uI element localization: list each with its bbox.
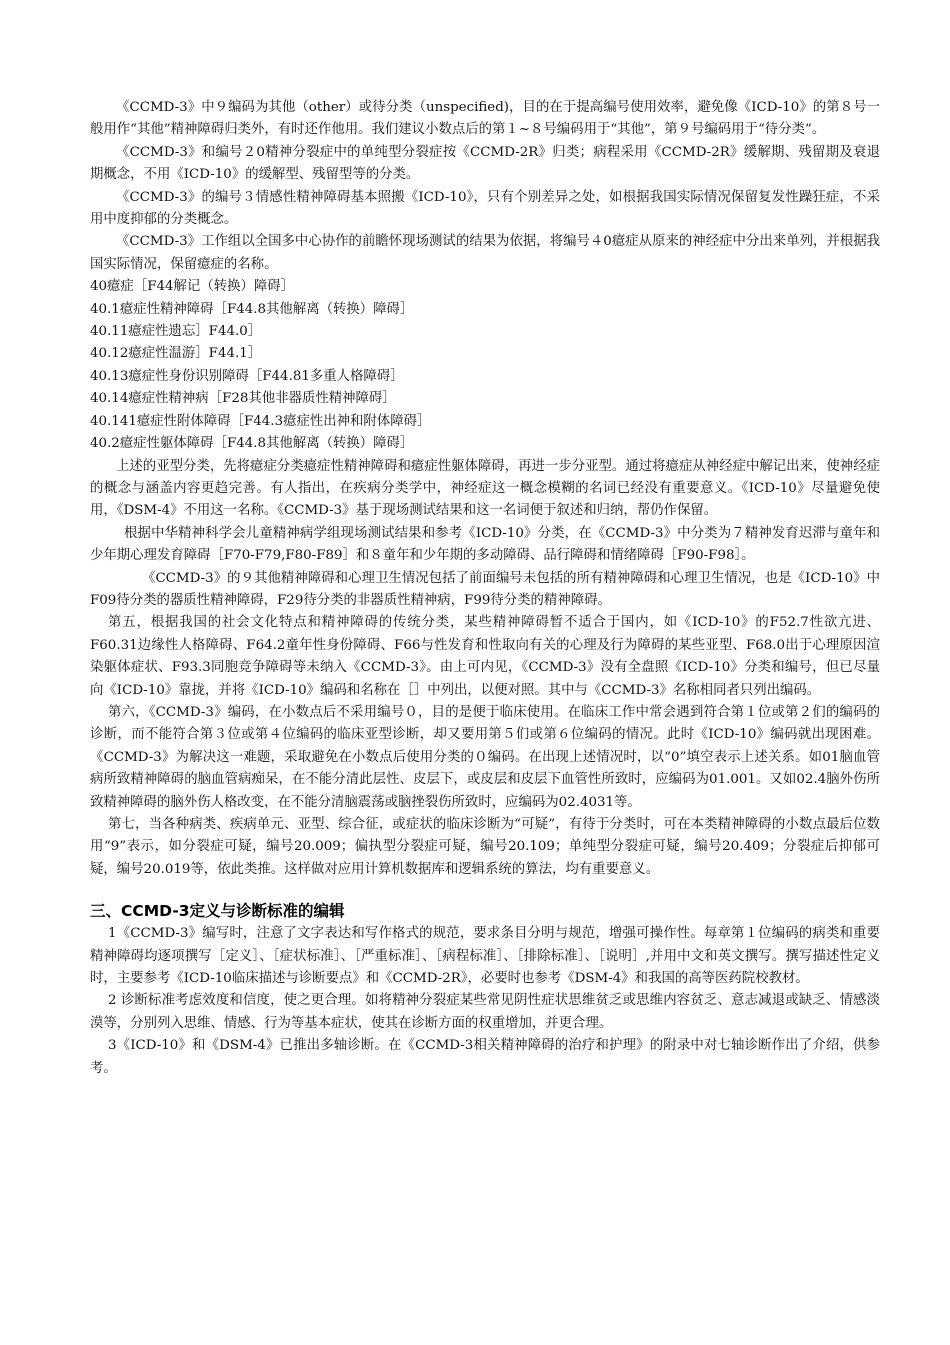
- list-item: 40癔症［F44解记（转换）障碍］: [90, 279, 295, 295]
- paragraph-hysteria-separation: 《CCMD-3》工作组以全国多中心协作的前瞻怀现场测试的结果为依据，将编号４0癔症从原来的神经症中分出来单列，并根据我国实际情况，保留癔症的名称。: [90, 234, 880, 272]
- list-item: 40.11癔症性遗忘］F44.0］: [90, 324, 262, 340]
- paragraph-other-disorders: 《CCMD-3》的９其他精神障碍和心理卫生情况包括了前面编号未包括的所有精神障碍和心理卫生情况，也是《ICD-10》中F09待分类的器质性精神障碍，F29待分类的非器质性精神病，F99待分类的精神障碍。: [90, 570, 880, 608]
- paragraph-schizophrenia-classification: 《CCMD-3》和编号２0精神分裂症中的单纯型分裂症按《CCMD-2R》归类；病程采用《CCMD-2R》缓解期、残留期及衰退期概念，不用《ICD-10》的缓解型、残留型等的分类。: [90, 144, 880, 183]
- list-item: 40.141癔症性附体障碍［F44.3癔症性出神和附体障碍］: [90, 413, 431, 429]
- paragraph-section3-1: 1《CCMD-3》编写时，注意了文字表达和写作格式的规范，要求条目分明与规范，增强可操作性。每章第１位编码的病类和重要精神障碍均逐项撰写［定义］、［症状标准］、［严重标准］、［病程标准］、［排除标准］、［说明］,并用中文和英文撰写。撰写描述性定义时，主要参考《ICD-10临床描述与诊断要点》和《CCMD-2R》，必要时也参考《DSM-4》和我国的高等医药院校教材。: [90, 926, 880, 987]
- paragraph-subtype-classification: 上述的亚型分类，先将癔症分类癔症性精神障碍和癔症性躯体障碍，再进一步分亚型。通过将癔症从神经症中解记出来，使神经症的概念与涵盖内容更趋完善。有人指出，在疾病分类学中，神经症这一概念模糊的名词已经没有重要意义。《ICD-10》尽量避免使用，《DSM-4》不用这一名称。《CCMD-3》基于现场测试结果和这一名词便于叙述和归纳，帮仍作保留。: [90, 458, 880, 519]
- paragraph-affective-disorders: 《CCMD-3》的编号３情感性精神障碍基本照搬《ICD-10》，只有个别差异之处，如根据我国实际情况保留复发性躁狂症，不采用中度抑郁的分类概念。: [90, 189, 880, 228]
- list-item: 40.14癔症性精神病［F28其他非器质性精神障碍］: [90, 391, 396, 407]
- section-heading: 三、CCMD-3定义与诊断标准的编辑: [90, 902, 345, 921]
- paragraph-coding-other: 《CCMD-3》中９编码为其他（other）或待分类（unspecified)，目的在于提高编号使用效率，避免像《ICD-10》的第８号一般用作“其他”精神障碍归类外，有时还作他用。我们建议小数点后的第１~８号编码用于“其他”，第９号编码用于“待分类”。: [90, 100, 880, 138]
- list-item: 40.1癔症性精神障碍［F44.8其他解离（转换）障碍］: [90, 301, 414, 317]
- paragraph-section3-3: 3《ICD-10》和《DSM-4》已推出多轴诊断。在《CCMD-3相关精神障碍的治疗和护理》的附录中对七轴诊断作出了介绍，供参考。: [90, 1038, 880, 1076]
- paragraph-sixth: 第六，《CCMD-3》编码，在小数点后不采用编号０，目的是便于临床使用。在临床工作中常会遇到符合第１位或第２们的编码的诊断，而不能符合第３位或第４位编码的临床亚型诊断，却又要用第５们或第６位编码的情况。此时《ICD-10》编码就出现困难。《CCMD-3》为解决这一难题，采取避免在小数点后使用分类的０编码。在出现上述情况时，以“0”填空表示上述关系。如01脑血管病所致精神障碍的脑血管病痴呆，在不能分清此层性、皮层下，或皮层和皮层下血管性所致时，应编码为01.001。又如02.4脑外伤所致精神障碍的脑外伤人格改变，在不能分清脑震荡或脑挫裂伤所致时，应编码为02.4031等。: [90, 704, 880, 810]
- paragraph-section3-2: 2 诊断标准考虑效度和信度，使之更合理。如将精神分裂症某些常见阴性症状思维贫乏或思维内容贫乏、意志减退或缺乏、情感淡漠等，分别列入思维、情感、行为等基本症状，使其在诊断方面的权重增加，并更合理。: [90, 993, 880, 1031]
- list-item: 40.13癔症性身份识别障碍［F44.81多重人格障碍］: [90, 368, 404, 384]
- hysteria-code-list: [90, 276, 880, 455]
- paragraph-child-psychiatry: 根据中华精神科学会儿童精神病学组现场测试结果和参考《ICD-10》分类，在《CCMD-3》中分类为７精神发育迟滞与童年和少年期心理发育障碍［F70-F79,F80-F89］和８童年和少年期的多动障碍、品行障碍和情绪障碍［F90-F98］。: [90, 525, 880, 564]
- paragraph-fifth: 第五，根据我国的社会文化特点和精神障碍的传统分类，某些精神障碍暂不适合于国内，如《ICD-10》的F52.7性欲亢进、F60.31边缘性人格障碍、F64.2童年性身份障碍、F66与性发育和性取向有关的心理及行为障碍的某些亚型、F68.0出于心理原因渲染躯体症状、F93.3同胞竞争障碍等未纳入《CCMD-3》。由上可内见，《CCMD-3》没有全盘照《ICD-10》分类和编号，但已尽量向《ICD-10》靠拢，并将《ICD-10》编码和名称在［］中列出，以便对照。其中与《CCMD-3》名称相同者只列出编码。: [90, 615, 880, 698]
- paragraph-seventh: 第七，当各种病类、疾病单元、亚型、综合征，或症状的临床诊断为“可疑”，有待于分类时，可在本类精神障碍的小数点最后位数用“9”表示，如分裂症可疑，编号20.009；偏执型分裂症可疑，编号20.109；单纯型分裂症可疑，编号20.409；分裂症后抑郁可疑，编号20.019等，依此类推。这样做对应用计算机数据库和逻辑系统的算法，均有重要意义。: [90, 817, 880, 877]
- list-item: 40.12癔症性温游］F44.1］: [90, 346, 262, 362]
- list-item: 40.2癔症性躯体障碍［F44.8其他解离（转换）障碍］: [90, 436, 414, 452]
